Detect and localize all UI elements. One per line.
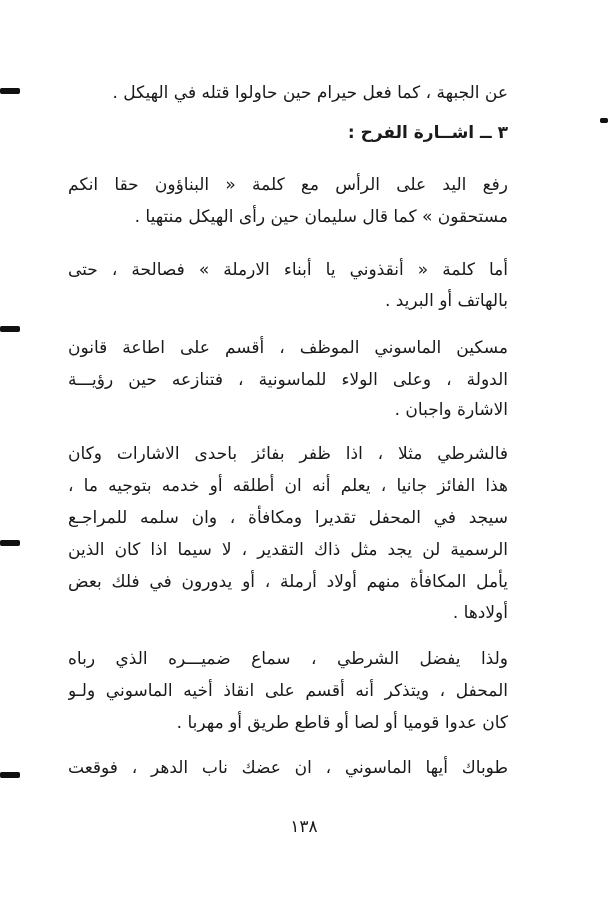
scan-edge-mark — [0, 772, 20, 778]
text-line-9: الاشارة واجبان . — [394, 400, 508, 420]
scan-edge-mark — [0, 540, 20, 546]
text-line-13: الرسمية لن يجد مثل ذاك التقدير ، لا سيما اذا كان الذين — [68, 540, 508, 560]
text-line-14: يأمل المكافأة منهم أولاد أرملة ، أو يدورون في فلك بعض — [68, 572, 508, 592]
scan-edge-mark — [600, 118, 608, 123]
text-line-10: فالشرطي مثلا ، اذا ظفر بفائز باحدى الاشارات وكان — [68, 444, 508, 464]
text-line-12: سيجد في المحفل تقديرا ومكافأة ، وان سلمه للمراجـع — [68, 508, 508, 528]
text-line-11: هذا الفائز جانيا ، يعلم أنه ان أطلقه أو خدمه بتوجيه ما ، — [68, 476, 508, 496]
text-line-15: أولادها . — [452, 603, 508, 623]
scan-edge-mark — [0, 326, 20, 332]
text-line-19: طوباك أيها الماسوني ، ان عضك ناب الدهر ، فوقعت — [68, 758, 508, 778]
text-line-6: بالهاتف أو البريد . — [384, 291, 508, 311]
text-line-1: عن الجبهة ، كما فعل حيرام حين حاولوا قتله في الهيكل . — [112, 83, 508, 103]
text-line-18: كان عدوا قوميا أو لصا أو قاطع طريق أو مهربا . — [176, 713, 508, 733]
text-line-5: أما كلمة « أنقذوني يا أبناء الارملة » فصالحة ، حتى — [68, 260, 508, 280]
text-line-17: المحفل ، ويتذكر أنه أقسم على انقاذ أخيه الماسوني ولـو — [68, 681, 508, 701]
scan-edge-mark — [0, 88, 20, 94]
text-line-7: مسكين الماسوني الموظف ، أقسم على اطاعة قانون — [68, 338, 508, 358]
section-heading: ٣ ــ اشــارة الفرح : — [347, 123, 508, 143]
text-line-8: الدولة ، وعلى الولاء للماسونية ، فتنازعه حين رؤيـــة — [68, 370, 508, 390]
text-line-16: ولذا يفضل الشرطي ، سماع ضميـــره الذي رباه — [68, 649, 508, 669]
text-line-3: رفع اليد على الرأس مع كلمة « البناؤون حقا انكم — [68, 175, 508, 195]
text-line-4: مستحقون » كما قال سليمان حين رأى الهيكل منتهيا . — [134, 207, 508, 227]
page-number: ١٣٨ — [290, 817, 318, 837]
